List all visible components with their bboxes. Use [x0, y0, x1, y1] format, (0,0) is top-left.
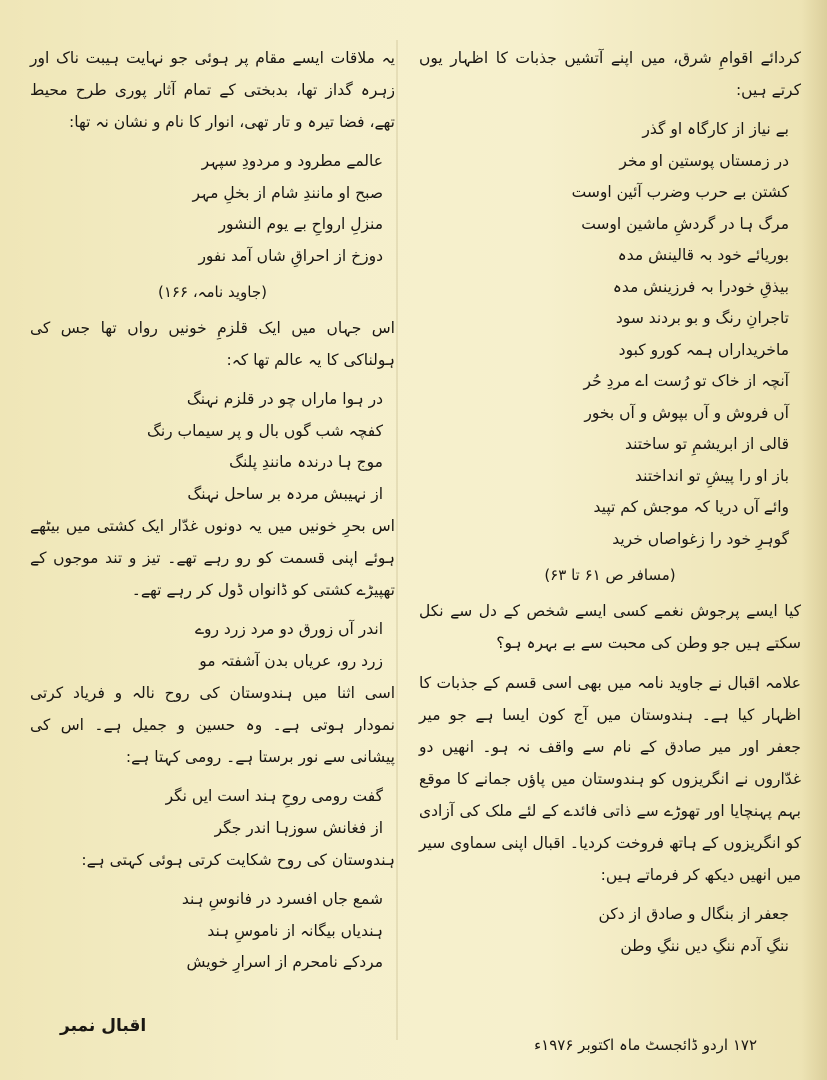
verse-line: کفچہ شب گوں بال و پر سیماب رنگ — [146, 421, 383, 440]
right-question-paragraph: کیا ایسے پرجوش نغمے کسی ایسے شخص کے دل سے نکل سکتے ہیں جو وطن کی محبت سے بے بہرہ ہو؟ — [419, 602, 801, 652]
left-column — [30, 42, 395, 979]
verse-line: منزلِ ارواحِ بے یوم النشور — [218, 215, 383, 233]
verse-line: مرگ ہا در گردشِ ماشین اوست — [581, 214, 789, 233]
right-column — [419, 42, 801, 962]
verse-line: باز او را پیشِ تو انداختند — [635, 466, 789, 485]
verse-line: زرد رو، عریاں بدن آشفتہ مو — [199, 651, 383, 670]
verse-line: آں فروش و آں بپوش و آں بخور — [584, 403, 789, 422]
left-intro-paragraph: یہ ملاقات ایسے مقام پر ہوئی جو نہایت ہیبت ناک اور زہرہ گداز تھا، بدبختی کے تمام آثار پوری طرح محیط تھے، فضا تیرہ و تار تھی، انوار کا نام و نشان نہ تھا: — [30, 49, 395, 131]
verse-line: موج ہا درندہ مانندِ پلنگ — [229, 453, 383, 471]
left-verses-block-1 — [30, 146, 395, 272]
left-verses-block-4 — [30, 781, 395, 844]
verse-line: از فغانش سوزہا اندر جگر — [214, 818, 383, 837]
left-paragraph-5: ہندوستان کی روح شکایت کرتی ہوئی کہتی ہے: — [81, 851, 395, 869]
right-intro-paragraph: کردائے اقوامِ شرق، میں اپنے آتشیں جذبات کا اظہار یوں کرتے ہیں: — [419, 49, 801, 99]
left-citation-1: (جاوید نامہ، ۱۶۶) — [158, 283, 267, 301]
verse-line: گفت رومی روحِ ہند است ایں نگر — [165, 787, 383, 805]
verse-line: تاجرانِ رنگ و بو بردند سود — [615, 309, 789, 327]
right-main-paragraph: علامہ اقبال نے جاوید نامہ میں بھی اسی قسم کے جذبات کا اظہار کیا ہے۔ ہندوستان میں آج کون ایسا ہے جو میر جعفر اور میر صادق کے نام سے واقف نہ ہو۔ انھیں دو غدّاروں نے انگریزوں کو ہندوستان میں پاؤں جمانے کا موقع بہم پہنچایا اور تھوڑے سے ذاتی فائدے کے لئے ملک کی آزادی کو انگریزوں کے ہاتھ فروخت کردیا۔ اقبال اپنی سماوی سیر میں انھیں دیکھ کر فرماتے ہیں: — [419, 674, 801, 884]
issue-label: اقبال نمبر — [60, 1016, 147, 1036]
verse-line: بے نیاز از کارگاہ او گذر — [642, 120, 789, 138]
verse-line: صبح او مانندِ شام از بخلِ مہر — [192, 183, 383, 202]
verse-line: ہندیاں بیگانہ از ناموسِ ہند — [207, 921, 383, 940]
verse-line: در ہوا ماراں چو در قلزم نہنگ — [186, 390, 383, 408]
verse-line: آنچہ از خاک تو رُست اے مردِ حُر — [583, 372, 789, 390]
column-gutter — [396, 40, 398, 1040]
right-citation-1: (مسافر ص ۶۱ تا ۶۳) — [544, 566, 676, 584]
verse-line: وائے آں دریا کہ موجش کم تپید — [593, 498, 789, 516]
left-paragraph-4: اسی اثنا میں ہندوستان کی روح نالہ و فریاد کرتی نمودار ہوتی ہے۔ وہ حسین و جمیل ہے۔ اس کی پیشانی سے نور برستا ہے۔ رومی کہتا ہے: — [30, 684, 395, 766]
verse-line: مردکے نامحرم از اسرارِ خویش — [186, 953, 383, 971]
verse-line: عالمے مطرود و مردودِ سپہر — [201, 152, 383, 170]
left-verses-block-3 — [30, 614, 395, 677]
verse-line: قالی از ابریشمِ تو ساختند — [624, 435, 789, 453]
right-verses-block-1 — [419, 114, 801, 555]
left-paragraph-3: اس بحرِ خونیں میں یہ دونوں غدّار ایک کشتی میں بیٹھے ہوئے اپنی قسمت کو رو رہے تھے۔ تیز و تند موجوں کے تھپیڑے کشتی کو ڈانواں ڈول کر رہے تھے۔ — [30, 517, 395, 599]
verse-line: کشتن بے حرب وضرب آئین اوست — [571, 183, 789, 201]
verse-line: از نہیبش مردہ بر ساحل نہنگ — [187, 484, 383, 503]
verse-line: دوزخ از احراقِ شاں آمد نفور — [198, 246, 383, 265]
verse-line: گوہرِ خود را زغواصاں خرید — [612, 529, 789, 548]
page-edge-shadow — [801, 0, 827, 1080]
page-footer-info: ۱۷۲ اردو ڈائجسٹ ماہ اکتوبر ۱۹۷۶ء — [534, 1036, 757, 1054]
verse-line: در زمستاں پوستین او مخر — [619, 151, 789, 170]
verse-line: بیذقِ خودرا بہ فرزینش مدہ — [612, 277, 789, 296]
left-paragraph-2: اس جہاں میں ایک قلزمِ خونیں رواں تھا جس کی ہولناکی کا یہ عالم تھا کہ: — [30, 319, 395, 369]
right-verses-block-2 — [419, 899, 801, 962]
verse-line: ماخریداراں ہمہ کورو کبود — [618, 340, 789, 359]
left-verses-block-2 — [30, 384, 395, 510]
left-verses-block-5 — [30, 884, 395, 979]
verse-line: اندر آں زورق دو مرد زرد روے — [194, 620, 383, 638]
verse-line: جعفر از بنگال و صادق از دکن — [598, 905, 789, 923]
verse-line: ننگِ آدم ننگِ دیں ننگِ وطن — [620, 936, 789, 955]
verse-line: بوریائے خود بہ قالینش مدہ — [617, 246, 789, 264]
verse-line: شمع جاں افسرد در فانوسِ ہند — [181, 890, 383, 908]
